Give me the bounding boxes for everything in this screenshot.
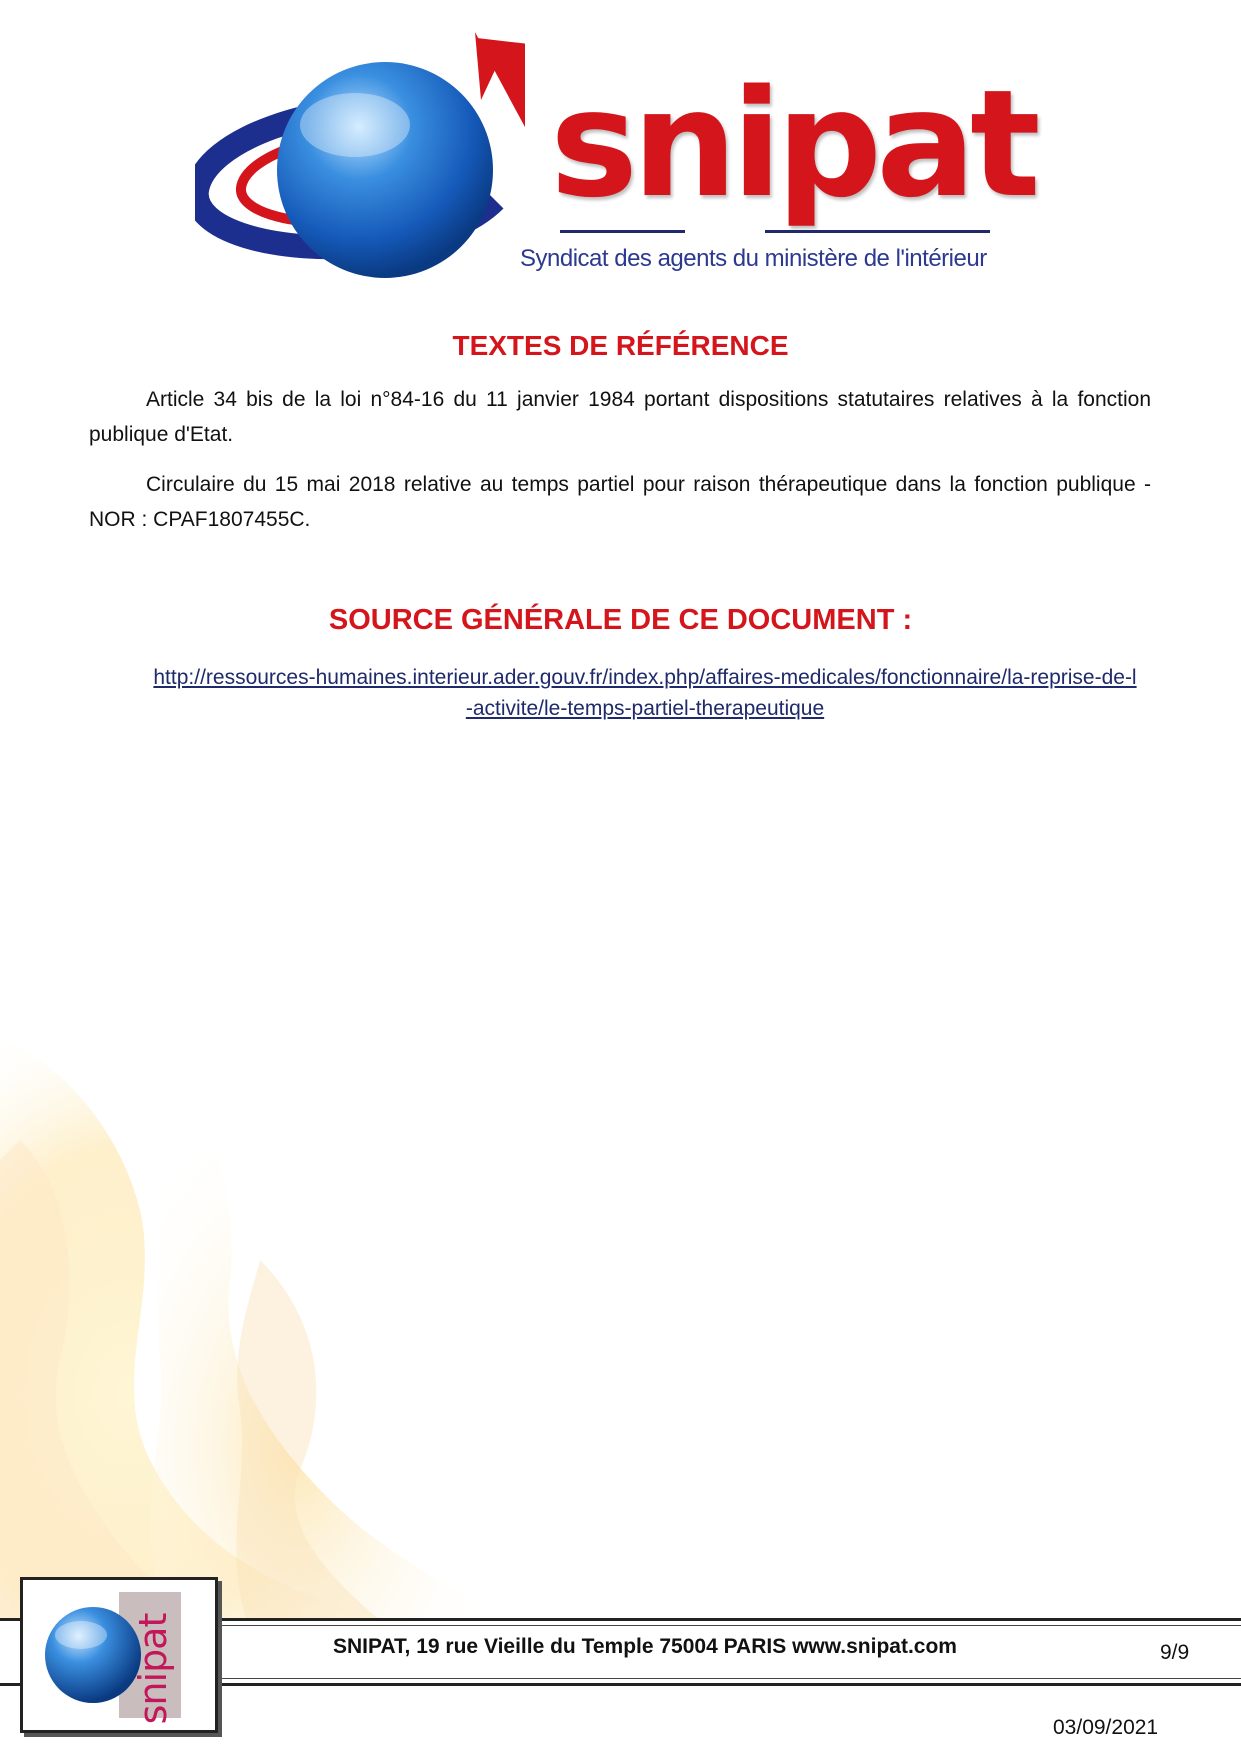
reference-paragraph: Circulaire du 15 mai 2018 relative au temps partiel pour raison thérapeutique dans la fonction publique - NOR : CPAF1807455C.	[89, 473, 1151, 531]
source-link-container	[150, 662, 1140, 724]
tagline-rule	[765, 230, 990, 233]
snipat-logo	[195, 30, 1035, 300]
footer-address: SNIPAT, 19 rue Vieille du Temple 75004 PARIS www.snipat.com	[333, 1635, 957, 1658]
footer-rule	[210, 1678, 1241, 1679]
footer-logo	[20, 1577, 218, 1733]
brand-tagline: Syndicat des agents du ministère de l'intérieur	[520, 245, 987, 272]
document-date: 03/09/2021	[1053, 1716, 1159, 1739]
globe-icon	[195, 30, 525, 300]
source-link[interactable]: http://ressources-humaines.interieur.ader.gouv.fr/index.php/affaires-medicales/fonctionnaire/la-reprise-de-l-activite/le-temps-partiel-therapeutique	[153, 666, 1137, 720]
reference-paragraph: Article 34 bis de la loi n°84-16 du 11 janvier 1984 portant dispositions statutaires relatives à la fonction publique d'Etat.	[89, 388, 1151, 446]
footer-globe-icon	[23, 1580, 215, 1730]
tagline-rule	[560, 230, 685, 233]
source-heading: SOURCE GÉNÉRALE DE CE DOCUMENT :	[328, 604, 913, 636]
flame-watermark	[0, 980, 700, 1630]
footer-rule	[210, 1625, 1241, 1626]
brand-wordmark: snipat	[550, 58, 1035, 230]
references-heading: TEXTES DE RÉFÉRENCE	[452, 330, 789, 361]
page-number: 9/9	[1160, 1641, 1190, 1664]
footer-brand-wordmark: snipat	[131, 1613, 175, 1725]
